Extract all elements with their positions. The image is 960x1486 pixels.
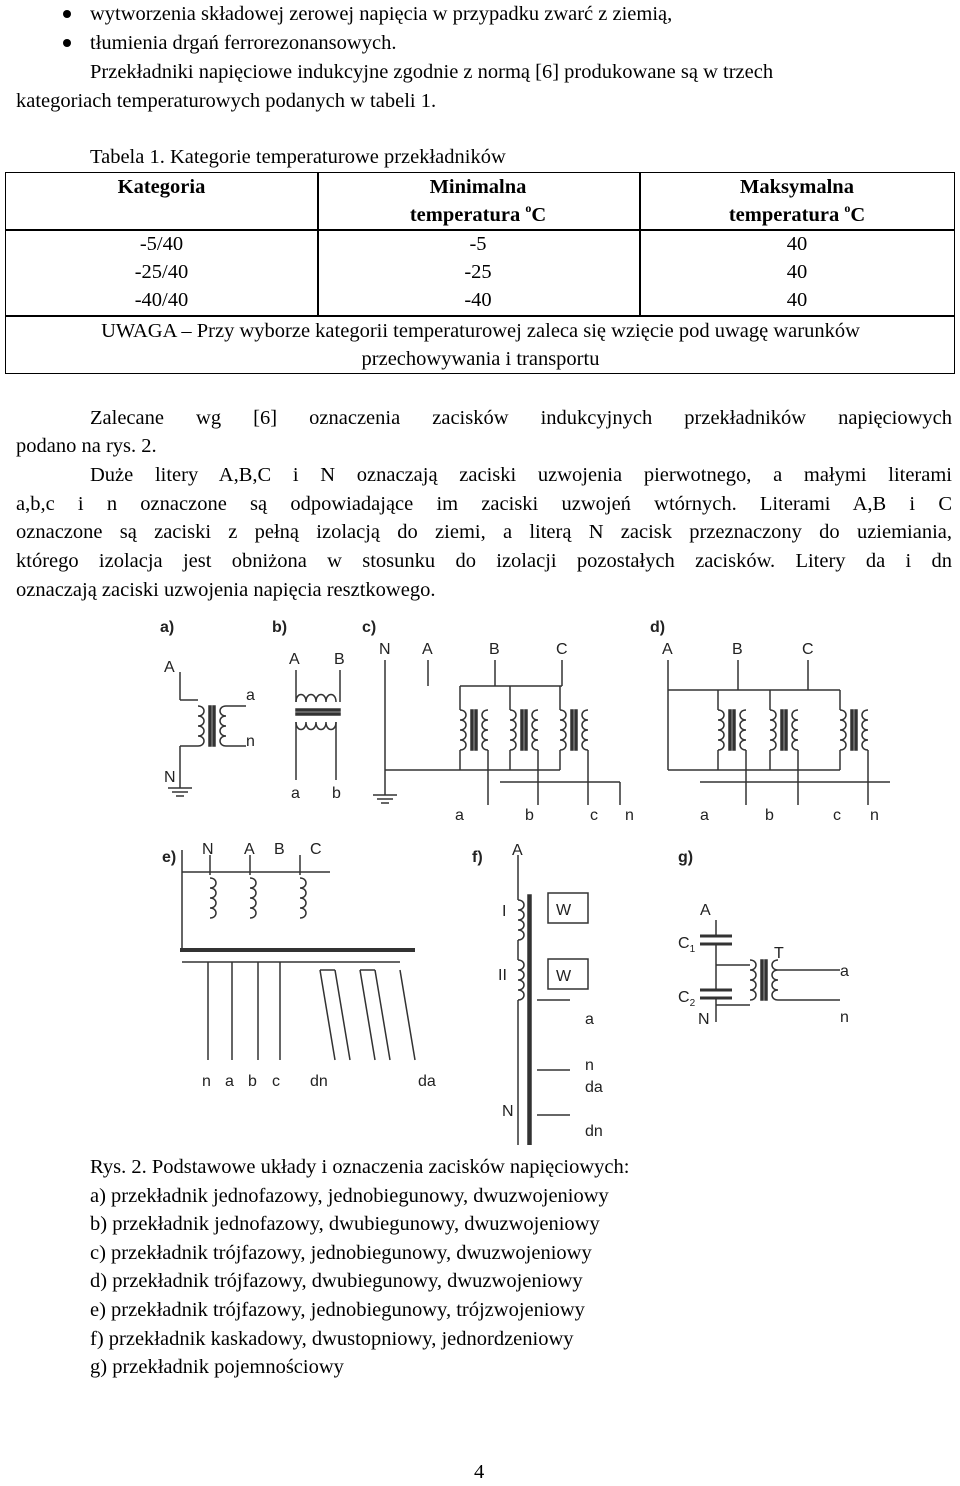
terminal-c: c [590,807,598,824]
temperature-table [5,172,955,374]
degree-sup: o [844,201,851,215]
panel-label-b: b) [272,619,288,636]
terminal-B: B [274,841,285,858]
stage-II: II [498,967,507,984]
connection-diagrams [150,610,900,1145]
capacitor-C2-label [678,989,696,1009]
header-max-line2 [639,201,955,229]
panel-label-a: a) [160,619,175,636]
diagram-g [700,920,840,1022]
terminal-n: n [585,1057,594,1074]
row-category: -25/40 [134,261,189,283]
panel-label-c: c) [362,619,377,636]
capacitor-C2: C [678,989,690,1006]
figure-item: g) przekładnik pojemnościowy [90,1356,344,1378]
panel-label-f: f) [472,849,483,866]
terminal-a: a [700,807,709,824]
terminal-C: C [310,841,322,858]
para-line: Zalecane wg [6] oznaczenia zacisków indukcyjnych przekładników napięciowych [90,407,952,429]
figure-item: e) przekładnik trójfazowy, jednobiegunowy, trójzwojeniowy [90,1299,585,1321]
row-min: -40 [464,289,492,311]
terminal-a: a [455,807,464,824]
diagram-e [180,850,415,1060]
bullet-item: wytworzenia składowej zerowej napięcia w przypadku zwarć z ziemią, [90,3,673,25]
terminal-b: b [525,807,534,824]
row-category: -40/40 [134,289,189,311]
table-caption: Tabela 1. Kategorie temperaturowe przekładników [90,146,506,168]
terminal-A: A [700,902,711,919]
unit: C [850,204,866,226]
figure-item: d) przekładnik trójfazowy, dwubiegunowy, dwuzwojeniowy [90,1270,583,1292]
page-number: 4 [474,1461,485,1483]
intro-line: kategoriach temperaturowych podanych w tabeli 1. [16,90,437,112]
para-line: a,b,c i n oznaczone są odpowiadające im zaciski uzwojeń wtórnych. Literami A,B i C [16,493,952,515]
terminal-a: a [225,1073,234,1090]
row-max: 40 [786,261,808,283]
terminal-N: N [164,769,176,786]
terminal-n: n [246,733,255,750]
terminal-b: b [765,807,774,824]
row-min: -25 [464,261,492,283]
terminal-a: a [291,785,300,802]
bullet-dot [63,39,71,47]
terminal-N: N [379,641,391,658]
unit: C [531,204,547,226]
terminal-c: c [272,1073,280,1090]
figure-item: a) przekładnik jednofazowy, jednobiegunowy, dwuzwojeniowy [90,1185,609,1207]
header-max-line1: Maksymalna [740,176,854,198]
figure-item: f) przekładnik kaskadowy, dwustopniowy, jednordzeniowy [90,1328,574,1350]
terminal-n: n [840,1009,849,1026]
terminal-b: b [248,1073,257,1090]
diagram-b [296,670,340,780]
figure-caption: Rys. 2. Podstawowe układy i oznaczenia zacisków napięciowych: [90,1156,630,1178]
degree-sup: o [525,201,532,215]
row-category: -5/40 [139,233,184,255]
diagram-d [668,660,890,805]
terminal-A: A [164,659,175,676]
terminal-B: B [489,641,500,658]
bullet-dot [63,10,71,18]
row-max: 40 [786,233,808,255]
capacitor-C2-sub: 2 [689,998,696,1009]
row-min: -5 [469,233,487,255]
winding-W: W [556,902,572,919]
terminal-c: c [833,807,841,824]
terminal-N: N [202,841,214,858]
diagram-c [373,660,620,805]
terminal-B: B [732,641,743,658]
diagram-a [168,672,246,796]
figure-item: b) przekładnik jednofazowy, dwubiegunowy, dwuzwojeniowy [90,1213,600,1235]
para-line: oznaczone są zaciski z pełną izolacją do ziemi, a literą N zacisk przeznaczony do uziemiania, [16,521,952,543]
terminal-n: n [202,1073,211,1090]
terminal-b: b [332,785,341,802]
panel-label-g: g) [678,849,694,866]
terminal-n: n [870,807,879,824]
terminal-A: A [244,841,255,858]
transformer-T: T [774,945,784,962]
capacitor-C1-sub: 1 [689,944,696,955]
table-note: przechowywania i transportu [361,348,600,370]
terminal-dn: dn [585,1123,603,1140]
para-line: Duże litery A,B,C i N oznaczają zaciski uzwojenia pierwotnego, a małymi literami [90,464,952,486]
terminal-da: da [585,1079,603,1096]
diagram-f [518,855,588,1145]
panel-label-d: d) [650,619,666,636]
header-min-line2 [317,201,639,229]
header-min-line1: Minimalna [429,176,527,198]
header-category: Kategoria [117,176,206,198]
winding-W: W [556,968,572,985]
header-max-word: temperatura [728,204,840,226]
terminal-a: a [840,963,849,980]
terminal-da: da [418,1073,436,1090]
header-min-word: temperatura [409,204,521,226]
figure-item: c) przekładnik trójfazowy, jednobiegunowy, dwuzwojeniowy [90,1242,592,1264]
stage-I: I [502,903,507,920]
intro-line: Przekładniki napięciowe indukcyjne zgodnie z normą [6] produkowane są w trzech [90,61,774,83]
table-note: UWAGA – Przy wyborze kategorii temperaturowej zaleca się wzięcie pod uwagę warunków [101,320,860,342]
terminal-B: B [334,651,345,668]
terminal-A: A [512,842,523,859]
row-max: 40 [786,289,808,311]
terminal-N: N [698,1011,710,1028]
para-line: oznaczają zaciski uzwojenia napięcia resztkowego. [16,579,436,601]
terminal-A: A [289,651,300,668]
terminal-C: C [802,641,814,658]
terminal-a: a [246,687,255,704]
header-max [639,173,955,229]
para-line: podano na rys. 2. [16,435,157,457]
terminal-n: n [625,807,634,824]
terminal-dn: dn [310,1073,328,1090]
capacitor-C1: C [678,935,690,952]
bullet-item: tłumienia drgań ferrorezonansowych. [90,32,397,54]
terminal-C: C [556,641,568,658]
terminal-a: a [585,1011,594,1028]
para-line: którego izolacja jest obniżona w stosunku do izolacji pozostałych zacisków. Litery da i dn [16,550,952,572]
header-min [317,173,639,229]
terminal-A: A [662,641,673,658]
terminal-N: N [502,1103,514,1120]
capacitor-C1-label [678,935,696,955]
terminal-A: A [422,641,433,658]
panel-label-e: e) [162,849,177,866]
